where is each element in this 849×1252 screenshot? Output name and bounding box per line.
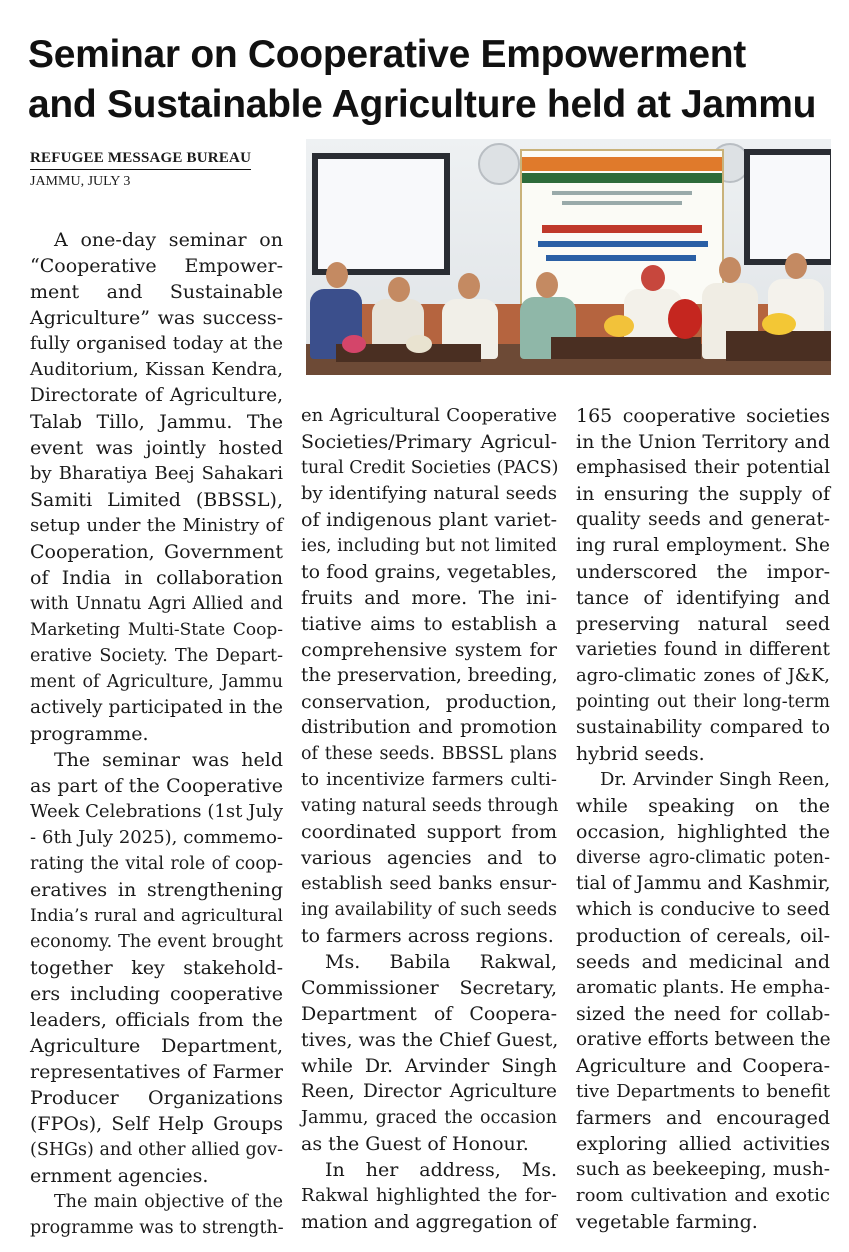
- article-line: tives, was the Chief Guest,: [301, 1029, 559, 1051]
- article-line: Rakwal highlighted the for-: [301, 1185, 557, 1206]
- article-line: Jammu, graced the occasion: [301, 1108, 557, 1128]
- article-line: preserving natural seed: [576, 613, 830, 635]
- article-line: while Dr. Arvinder Singh: [301, 1055, 557, 1077]
- article-line: diverse agro-climatic poten-: [576, 848, 830, 868]
- byline: [30, 150, 251, 190]
- article-line: setup under the Ministry of: [30, 515, 283, 536]
- article-line: ers including cooperative: [30, 983, 283, 1005]
- article-line: of indigenous plant variet-: [301, 509, 557, 531]
- article-line: “Cooperative Empower-: [30, 255, 283, 277]
- article-line: Commissioner Secretary,: [301, 977, 557, 999]
- headline-line-1: Seminar on Cooperative Empowerment: [28, 33, 746, 76]
- article-line: various agencies and to: [301, 847, 557, 869]
- article-line: economy. The event brought: [30, 932, 283, 952]
- article-line: by Bharatiya Beej Sahakari: [30, 463, 283, 484]
- article-line: underscored the impor-: [576, 561, 830, 583]
- article-line: representatives of Farmer: [30, 1061, 283, 1083]
- article-line: (SHGs) and other allied gov-: [30, 1140, 283, 1160]
- article-line: fruits and more. The ini-: [301, 587, 557, 609]
- article-line: en Agricultural Cooperative: [301, 405, 557, 426]
- article-line: sustainability compared to: [576, 717, 830, 738]
- article-line: In her address, Ms.: [325, 1159, 557, 1181]
- article-line: as part of the Cooperative: [30, 775, 283, 797]
- article-line: leaders, officials from the: [30, 1009, 283, 1031]
- article-line: tiative aims to establish a: [301, 613, 557, 635]
- article-line: erative Society. The Depart-: [30, 646, 283, 666]
- article-line: event was jointly hosted: [30, 437, 283, 459]
- article-line: tive Departments to benefit: [576, 1081, 830, 1102]
- article-line: - 6th July 2025), commemo-: [30, 827, 283, 848]
- article-line: establish seed banks ensur-: [301, 873, 557, 894]
- article-line: of India in collaboration: [30, 567, 283, 589]
- article-line: Agriculture” was success-: [30, 307, 283, 329]
- article-line: together key stakehold-: [30, 957, 283, 979]
- article-line: The main objective of the: [54, 1192, 283, 1212]
- article-line: rating the vital role of coop-: [30, 854, 283, 874]
- article-line: Samiti Limited (BBSSL),: [30, 489, 283, 511]
- article-line: emphasised their potential: [576, 457, 830, 478]
- article-line: Cooperation, Government: [30, 541, 283, 563]
- article-line: Reen, Director Agriculture: [301, 1081, 557, 1102]
- article-line: with Unnatu Agri Allied and: [30, 594, 283, 614]
- article-line: exploring allied activities: [576, 1133, 830, 1155]
- article-line: to food grains, vegetables,: [301, 561, 557, 583]
- article-line: vating natural seeds through: [301, 796, 559, 816]
- article-line: conservation, production,: [301, 691, 557, 713]
- article-line: seeds and medicinal and: [576, 951, 830, 973]
- article-line: Directorate of Agriculture,: [30, 385, 283, 406]
- article-line: pointing out their long-term: [576, 692, 830, 712]
- article-line: distribution and promotion: [301, 717, 557, 738]
- article-line: ies, including but not limited: [301, 536, 557, 556]
- article-line: to incentivize farmers culti-: [301, 769, 557, 790]
- article-line: orative efforts between the: [576, 1029, 831, 1050]
- article-line: coordinated support from: [301, 821, 557, 843]
- article-line: which is conducive to seed: [576, 899, 830, 920]
- article-line: in the Union Territory and: [576, 431, 830, 453]
- article-line: such as beekeeping, mush-: [576, 1159, 830, 1180]
- article-line: as the Guest of Honour.: [301, 1133, 529, 1155]
- article-line: A one-day seminar on: [54, 229, 283, 251]
- article-line: Agriculture Department,: [30, 1035, 283, 1057]
- article-line: actively participated in the: [30, 697, 283, 718]
- article-line: the preservation, breeding,: [301, 665, 558, 686]
- article-line: tural Credit Societies (PACS): [301, 458, 559, 478]
- article-line: tance of identifying and: [576, 587, 830, 609]
- article-line: programme.: [30, 723, 149, 745]
- article-line: comprehensive system for: [301, 639, 557, 661]
- article-line: Dr. Arvinder Singh Reen,: [600, 769, 830, 790]
- article-line: Auditorium, Kissan Kendra,: [30, 359, 283, 380]
- article-line: ment and Sustainable: [30, 281, 283, 303]
- article-line: quality seeds and generat-: [576, 509, 830, 530]
- article-line: agro-climatic zones of J&K,: [576, 665, 830, 686]
- article-line: ing rural employment. She: [576, 535, 830, 556]
- seminar-photo: [306, 139, 831, 375]
- article-line: while speaking on the: [576, 795, 830, 817]
- article-line: varieties found in different: [576, 639, 830, 660]
- article-line: of these seeds. BBSSL plans: [301, 744, 557, 764]
- projector-screen-right: [744, 149, 831, 265]
- article-line: Talab Tillo, Jammu. The: [30, 411, 283, 433]
- article-line: occasion, highlighted the: [576, 821, 830, 843]
- article-line: Week Celebrations (1st July: [30, 801, 283, 822]
- article-line: vegetable farming.: [576, 1211, 758, 1233]
- article-line: production of cereals, oil-: [576, 925, 830, 947]
- article-column-3: [576, 403, 830, 1235]
- article-line: Producer Organizations: [30, 1087, 283, 1109]
- article-line: Agriculture and Coopera-: [576, 1055, 830, 1077]
- article-line: ing availability of such seeds: [301, 900, 557, 920]
- article-line: ernment agencies.: [30, 1165, 209, 1187]
- article-line: hybrid seeds.: [576, 743, 705, 765]
- article-line: Marketing Multi-State Coop-: [30, 620, 283, 640]
- article-line: to farmers across regions.: [301, 925, 554, 947]
- projector-screen-left: [312, 153, 450, 275]
- headline-line-2: and Sustainable Agriculture held at Jammu: [28, 83, 817, 126]
- bureau-name: REFUGEE MESSAGE BUREAU: [30, 150, 251, 170]
- article-line: aromatic plants. He empha-: [576, 977, 831, 998]
- fan-icon: [478, 143, 520, 185]
- article-line: sized the need for collab-: [576, 1003, 830, 1025]
- article-line: in ensuring the supply of: [576, 483, 830, 505]
- article-line: room cultivation and exotic: [576, 1185, 830, 1206]
- article-line: The seminar was held: [54, 749, 283, 771]
- article-line: fully organised today at the: [30, 333, 283, 354]
- article-line: eratives in strengthening: [30, 879, 283, 901]
- article-column-1: [30, 227, 283, 1241]
- article-line: Societies/Primary Agricul-: [301, 431, 557, 453]
- article-line: Ms. Babila Rakwal,: [325, 951, 557, 973]
- article-column-2: [301, 403, 557, 1235]
- article-line: by identifying natural seeds: [301, 483, 557, 504]
- article-line: ment of Agriculture, Jammu: [30, 672, 283, 692]
- article-line: Department of Coopera-: [301, 1003, 557, 1025]
- article-line: tial of Jammu and Kashmir,: [576, 873, 831, 894]
- article-line: programme was to strength-: [30, 1218, 284, 1238]
- article-line: mation and aggregation of: [301, 1211, 557, 1233]
- article-line: farmers and encouraged: [576, 1107, 830, 1129]
- article-line: (FPOs), Self Help Groups: [30, 1113, 283, 1135]
- headline: [28, 30, 828, 130]
- article-line: 165 cooperative societies: [576, 405, 830, 427]
- dateline: JAMMU, JULY 3: [30, 174, 131, 189]
- article-line: India’s rural and agricultural: [30, 906, 283, 926]
